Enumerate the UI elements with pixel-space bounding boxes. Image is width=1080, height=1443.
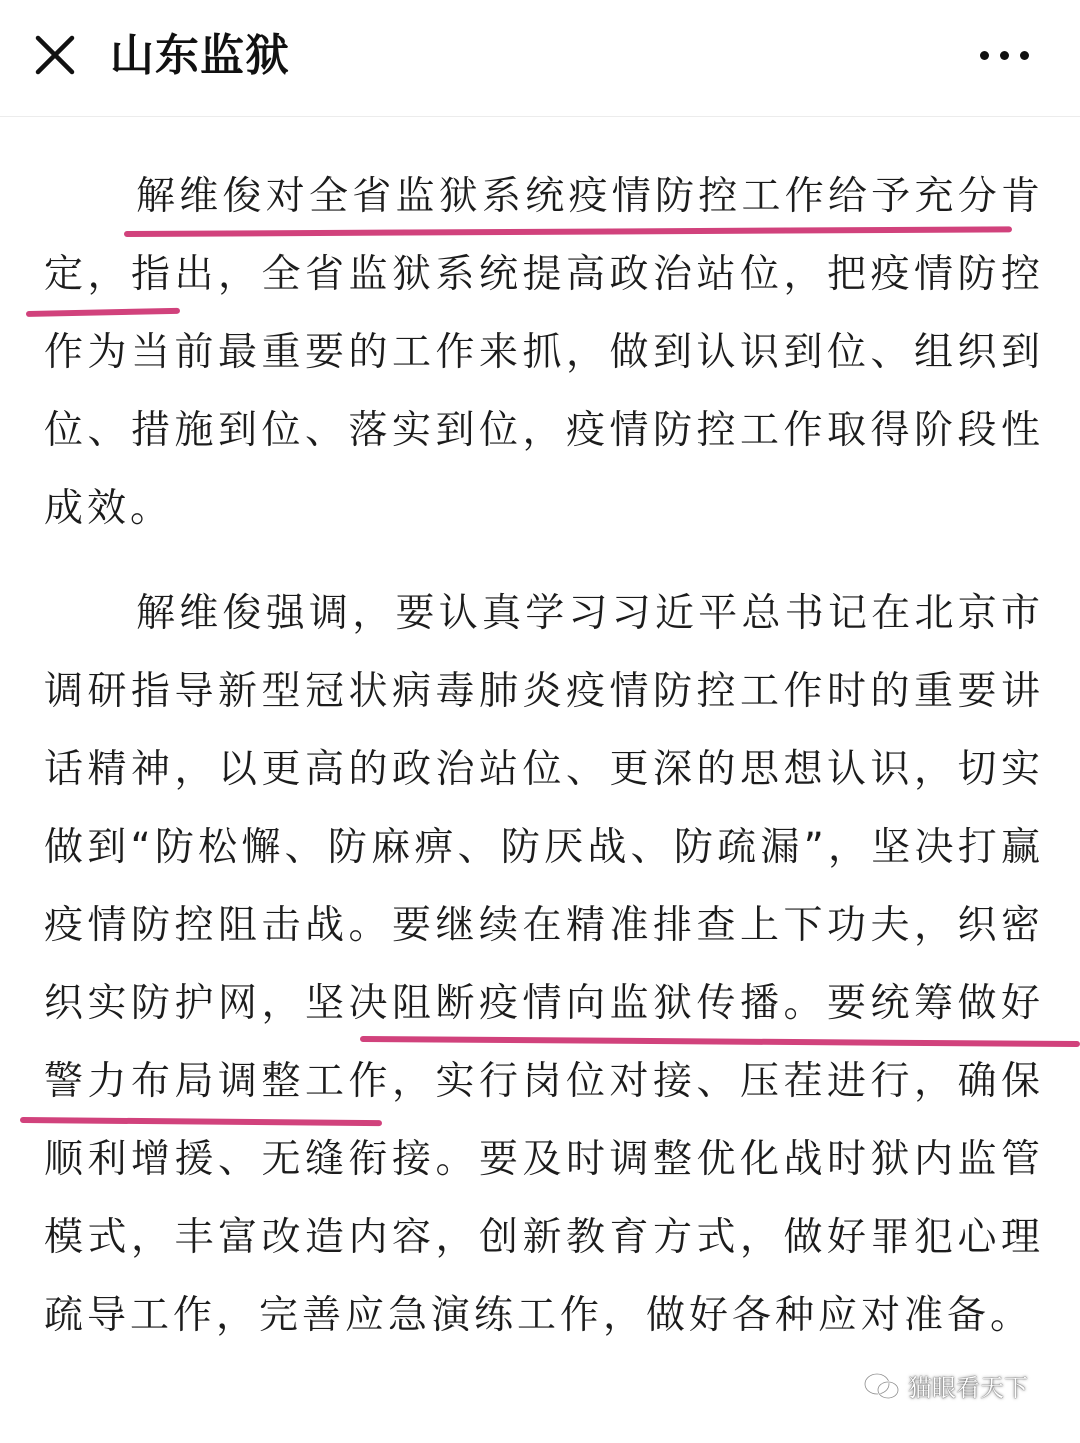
watermark-text: 猫眼看天下 [908, 1374, 1028, 1402]
page-title: 山东监狱 [110, 30, 290, 81]
close-button[interactable] [30, 30, 80, 80]
close-icon [30, 30, 80, 80]
article-paragraph: 解维俊强调，要认真学习习近平总书记在北京市调研指导新型冠状病毒肺炎疫情防控工作时的重要讲话精神，以更高的政治站位、更深的思想认识，切实做到“防松懈、防麻痹、防厌战、防疏漏”，坚决打赢疫情防控阻击战。要继续在精准排查上下功夫，织密织实防护网，坚决阻断疫情向监狱传播。要统筹做好警力布局调整工作，实行岗位对接、压茬进行，确保顺利增援、无缝衔接。要及时调整优化战时狱内监管模式，丰富改造内容，创新教育方式，做好罪犯心理疏导工作，完善应急演练工作，做好各种应对准备。 [44, 591, 1044, 1338]
wechat-icon [862, 1371, 902, 1401]
watermark [862, 1368, 1028, 1403]
top-bar [0, 0, 1080, 117]
more-button[interactable] [972, 34, 1038, 78]
article-paragraph: 解维俊对全省监狱系统疫情防控工作给予充分肯定，指出，全省监狱系统提高政治站位，把疫情防控作为当前最重要的工作来抓，做到认识到位、组织到位、措施到位、落实到位，疫情防控工作取得阶段性成效。 [44, 174, 1044, 531]
